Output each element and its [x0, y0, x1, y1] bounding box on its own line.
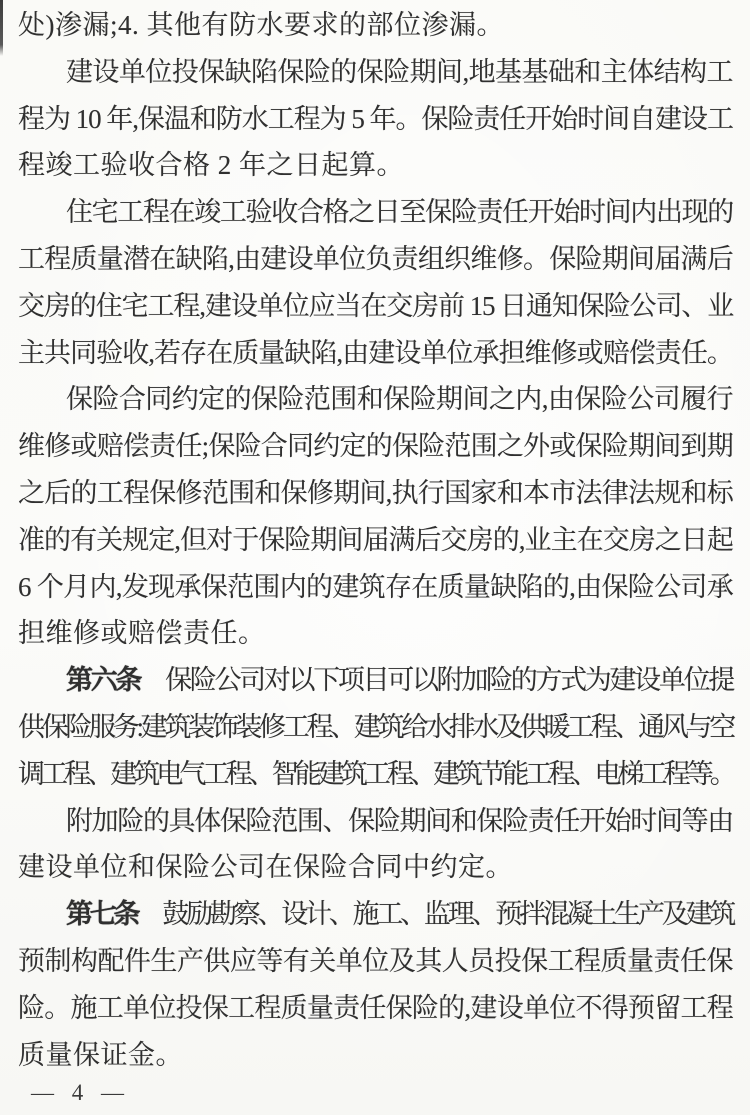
line-text: 住宅工程在竣工验收合格之日至保险责任开始时间内出现的: [66, 197, 733, 228]
article-number-label: 第六条: [66, 665, 141, 696]
line-text: 之后的工程保修范围和保修期间,执行国家和本市法律法规和标: [18, 477, 734, 508]
page-number: — 4 —: [31, 1080, 127, 1105]
text-line: [18, 330, 733, 377]
line-text: 险。施工单位投保工程质量责任保险的,建设单位不得预留工程: [18, 992, 734, 1023]
text-line: [18, 751, 733, 798]
article-number-label: 第七条: [66, 899, 138, 930]
line-text: 保险合同约定的保险范围和保险期间之内,由保险公司履行: [66, 384, 733, 415]
line-text: 维修或赔偿责任;保险合同约定的保险范围之外或保险期间到期: [18, 431, 733, 462]
line-text: 程竣工验收合格 2 年之日起算。: [18, 150, 404, 181]
text-line: [18, 189, 733, 236]
line-text: 质量保证金。: [18, 1039, 183, 1070]
text-line: [18, 610, 733, 657]
text-line: [18, 798, 733, 845]
line-text: 6 个月内,发现承保范围内的建筑存在质量缺陷的,由保险公司承: [18, 571, 734, 602]
text-line: [18, 844, 733, 891]
line-text: 主共同验收,若存在质量缺陷,由建设单位承担维修或赔偿责任。: [18, 337, 733, 368]
article-line: [18, 657, 733, 704]
text-line: [18, 1032, 733, 1079]
text-block: [18, 2, 733, 1078]
line-text: 处)渗漏;4. 其他有防水要求的部位渗漏。: [18, 10, 504, 40]
text-line: [18, 704, 733, 751]
text-line: [18, 283, 733, 330]
line-text: 建设单位投保缺陷保险的保险期间,地基基础和主体结构工: [66, 56, 733, 87]
text-line: [18, 96, 733, 143]
text-line: [18, 938, 733, 985]
text-line: [18, 142, 733, 189]
article-line: [18, 891, 733, 938]
line-text: 工程质量潜在缺陷,由建设单位负责组织维修。保险期间届满后: [18, 243, 734, 274]
line-text: 准的有关规定,但对于保险期间届满后交房的,业主在交房之日起: [18, 524, 733, 555]
text-line: [18, 376, 733, 423]
text-line: [18, 985, 733, 1032]
text-line: [18, 470, 733, 517]
line-text: 交房的住宅工程,建设单位应当在交房前 15 日通知保险公司、业: [18, 290, 734, 321]
line-text: 调工程、建筑电气工程、智能建筑工程、建筑节能工程、电梯工程等。: [18, 758, 733, 789]
line-text: 程为 10 年,保温和防水工程为 5 年。保险责任开始时间自建设工: [18, 103, 733, 134]
text-line: [18, 423, 733, 470]
line-text: 鼓励勘察、设计、施工、监理、预拌混凝土生产及建筑: [162, 899, 734, 930]
text-line: [18, 564, 733, 611]
scan-edge-artifact: [0, 0, 3, 56]
line-text: 担维修或赔偿责任。: [18, 618, 266, 649]
text-line: [18, 49, 733, 96]
line-text: 建设单位和保险公司在保险合同中约定。: [18, 852, 513, 883]
line-text: 附加险的具体保险范围、保险期间和保险责任开始时间等由: [66, 805, 733, 836]
text-line: [18, 2, 733, 49]
line-text: 保险公司对以下项目可以附加险的方式为建设单位提: [165, 665, 733, 696]
text-line: [18, 236, 733, 283]
line-text: 供保险服务:建筑装饰装修工程、建筑给水排水及供暖工程、通风与空: [18, 711, 733, 742]
text-line: [18, 517, 733, 564]
line-text: 预制构配件生产供应等有关单位及其人员投保工程质量责任保: [18, 945, 733, 976]
